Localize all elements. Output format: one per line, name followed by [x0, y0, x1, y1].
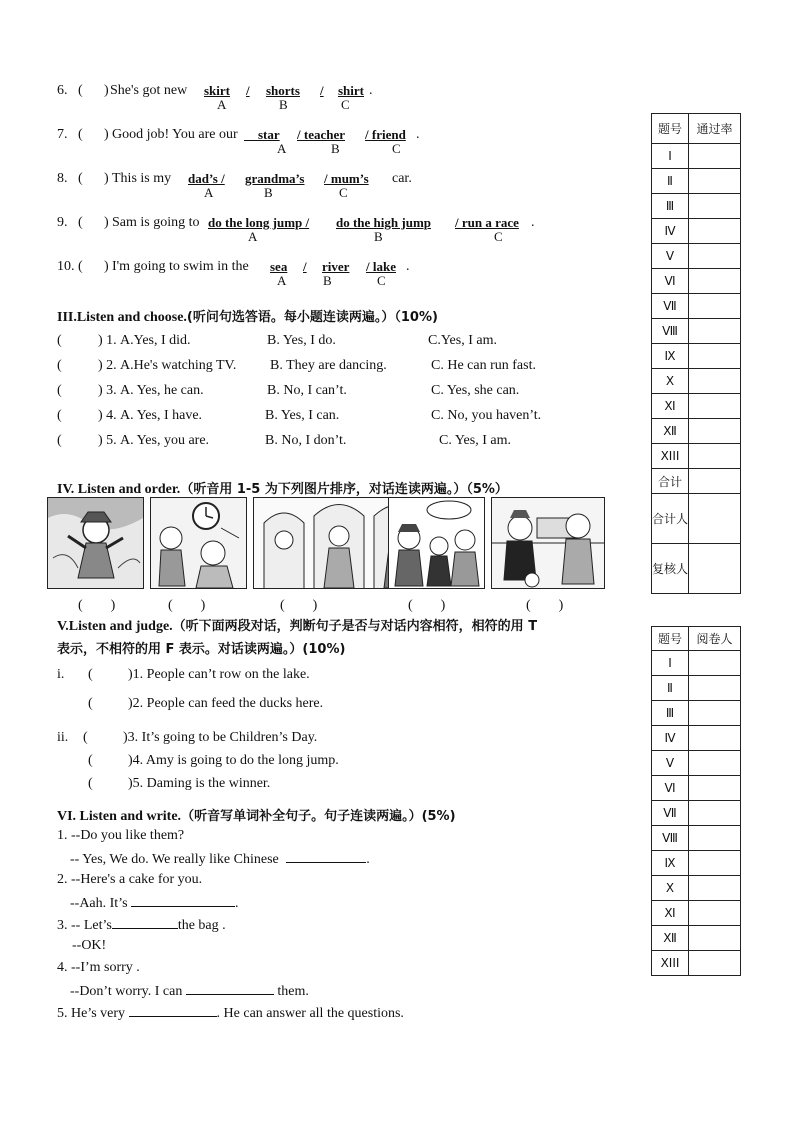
- section-title-en: IV. Listen and order.: [57, 482, 181, 497]
- option-letter: A: [277, 141, 287, 156]
- reader-cell[interactable]: [689, 651, 741, 676]
- write-end: . He can answer all the questions.: [216, 1006, 404, 1021]
- reader-cell[interactable]: [689, 801, 741, 826]
- section-title-cn: （听音写单词补全句子。句子连读两遍。）(5%): [181, 809, 456, 824]
- answer-paren-open[interactable]: (: [78, 215, 83, 230]
- option-word: shirt: [338, 83, 364, 98]
- row-label: Ⅱ: [652, 169, 689, 194]
- question-stem: She's got new: [110, 83, 188, 98]
- answer-blank[interactable]: [186, 982, 274, 995]
- option-a: A. Yes, you are.: [120, 433, 210, 448]
- option-separator: /: [320, 83, 324, 98]
- row-label: Ⅳ: [652, 219, 689, 244]
- question-number: 10.: [57, 259, 75, 274]
- picture-1: [47, 497, 144, 589]
- answer-blank[interactable]: [112, 916, 178, 929]
- write-end: the bag .: [177, 918, 226, 933]
- underline: [244, 140, 258, 141]
- order-answer-3[interactable]: ( ): [280, 598, 318, 613]
- score-cell[interactable]: [689, 244, 741, 269]
- option-word: dad’s /: [188, 171, 225, 186]
- row-label: Ⅵ: [652, 269, 689, 294]
- option-letter: B: [279, 97, 288, 112]
- score-cell[interactable]: [689, 319, 741, 344]
- row-label-total-person: 合计人: [652, 494, 689, 544]
- score-cell[interactable]: [689, 369, 741, 394]
- score-cell[interactable]: [689, 419, 741, 444]
- write-line-3b: --OK!: [72, 938, 107, 953]
- row-label: Ⅸ: [652, 344, 689, 369]
- write-line-1a: 1. --Do you like them?: [57, 828, 185, 843]
- children-talking-illustration: [389, 498, 484, 588]
- section-title-en: III.Listen and choose.: [57, 310, 187, 325]
- reader-cell[interactable]: [689, 901, 741, 926]
- row-label: Ⅰ: [652, 651, 689, 676]
- option-b: B. Yes, I do.: [267, 333, 336, 348]
- question-stem: I'm going to swim in the: [112, 259, 249, 274]
- section-title-en: V.Listen and judge.: [57, 619, 173, 634]
- option-b: B. No, I don’t.: [265, 433, 347, 448]
- clock-family-illustration: [151, 498, 246, 588]
- option-letter: B: [331, 141, 340, 156]
- row-label: Ⅲ: [652, 194, 689, 219]
- answer-paren-open[interactable]: (: [78, 171, 83, 186]
- row-label: Ⅻ: [652, 926, 689, 951]
- option-word: do the high jump: [336, 215, 431, 230]
- score-cell[interactable]: [689, 219, 741, 244]
- option-letter: A: [217, 97, 227, 112]
- answer-paren-close: ): [104, 215, 109, 230]
- header-reader: 阅卷人: [689, 627, 741, 651]
- option-separator: /: [303, 259, 307, 274]
- option-letter: C: [339, 185, 348, 200]
- row-label: Ⅹ: [652, 876, 689, 901]
- question-number: 6.: [57, 83, 68, 98]
- dialogue-label-i: i.: [57, 667, 65, 682]
- row-label: Ⅶ: [652, 294, 689, 319]
- judge-statement: )1. People can’t row on the lake.: [128, 667, 310, 682]
- write-line-4a: 4. --I’m sorry .: [57, 960, 140, 975]
- answer-paren-open[interactable]: (: [88, 667, 93, 682]
- header-pass-rate: 通过率: [689, 114, 741, 144]
- score-table: [651, 113, 741, 594]
- section-title-cn-line2: 表示，不相符的用 F 表示。对话读两遍。）(10%): [57, 642, 346, 657]
- answer-blank[interactable]: [129, 1004, 217, 1017]
- dialogue-label-ii: ii.: [57, 730, 69, 745]
- answer-paren-close: ): [104, 259, 109, 274]
- option-word: grandma’s: [245, 171, 305, 186]
- reader-cell[interactable]: [689, 926, 741, 951]
- row-label: Ⅶ: [652, 801, 689, 826]
- question-number: ) 4.: [98, 408, 117, 423]
- option-word: / run a race: [455, 215, 519, 230]
- section-title-5: [57, 615, 537, 635]
- option-separator: /: [246, 83, 250, 98]
- answer-paren-open[interactable]: (: [78, 83, 83, 98]
- option-letter: A: [204, 185, 214, 200]
- reader-cell[interactable]: [689, 701, 741, 726]
- score-cell[interactable]: [689, 169, 741, 194]
- reader-header-row: [652, 627, 741, 651]
- question-stem: Good job! You are our: [112, 127, 238, 142]
- answer-paren-open[interactable]: (: [57, 383, 62, 398]
- reader-cell[interactable]: [689, 726, 741, 751]
- question-number: ) 3.: [98, 383, 117, 398]
- reader-cell[interactable]: [689, 951, 741, 976]
- write-text: --Aah. It’s: [70, 896, 128, 911]
- boy-with-hat-illustration: [48, 498, 143, 588]
- option-c: C. He can run fast.: [431, 358, 536, 373]
- answer-paren-open[interactable]: (: [83, 730, 88, 745]
- header-item-number: 题号: [652, 627, 689, 651]
- judge-statement: )5. Daming is the winner.: [128, 776, 271, 791]
- row-label: Ⅵ: [652, 776, 689, 801]
- option-letter: B: [374, 229, 383, 244]
- answer-paren-open[interactable]: (: [57, 333, 62, 348]
- row-label: Ⅲ: [652, 701, 689, 726]
- reader-table: [651, 626, 741, 976]
- row-label-total: 合计: [652, 469, 689, 494]
- row-label: Ⅰ: [652, 144, 689, 169]
- answer-paren-close: ): [104, 127, 109, 142]
- row-label: Ⅱ: [652, 676, 689, 701]
- question-number: 9.: [57, 215, 68, 230]
- write-line-2b: [70, 894, 239, 912]
- option-letter: C: [494, 229, 503, 244]
- sentence-end: .: [416, 127, 420, 142]
- answer-paren-open[interactable]: (: [57, 408, 62, 423]
- sentence-end: .: [369, 83, 373, 98]
- score-cell[interactable]: [689, 194, 741, 219]
- judge-statement: )4. Amy is going to do the long jump.: [128, 753, 339, 768]
- answer-paren-open[interactable]: (: [57, 358, 62, 373]
- score-cell[interactable]: [689, 394, 741, 419]
- write-line-4b: [70, 982, 309, 1000]
- answer-paren-open[interactable]: (: [88, 696, 93, 711]
- sentence-end: .: [406, 259, 410, 274]
- option-c: C. No, you haven’t.: [431, 408, 542, 423]
- row-label: Ⅺ: [652, 394, 689, 419]
- option-letter: A: [248, 229, 258, 244]
- order-answer-5[interactable]: ( ): [526, 598, 564, 613]
- order-answer-4[interactable]: ( ): [408, 598, 446, 613]
- score-cell[interactable]: [689, 344, 741, 369]
- row-label: Ⅷ: [652, 319, 689, 344]
- answer-paren-open[interactable]: (: [78, 259, 83, 274]
- row-label-reviewer: 复核人: [652, 544, 689, 594]
- question-number: 8.: [57, 171, 68, 186]
- write-end: them.: [277, 984, 309, 999]
- judge-statement: )3. It’s going to be Children’s Day.: [123, 730, 318, 745]
- answer-paren-close: ): [104, 83, 109, 98]
- score-header-row: [652, 114, 741, 144]
- row-label: XIII: [652, 444, 689, 469]
- answer-paren-open[interactable]: (: [88, 776, 93, 791]
- answer-blank[interactable]: [131, 894, 235, 907]
- reader-cell[interactable]: [689, 826, 741, 851]
- picture-2: [150, 497, 247, 589]
- reader-cell[interactable]: [689, 751, 741, 776]
- section-title-cn: (听问句选答语。每小题连读两遍。）（10%): [186, 310, 438, 325]
- question-stem: Sam is going to: [112, 215, 200, 230]
- option-word: shorts: [266, 83, 300, 98]
- reader-cell[interactable]: [689, 876, 741, 901]
- write-line-2a: 2. --Here's a cake for you.: [57, 872, 203, 887]
- reader-cell[interactable]: [689, 851, 741, 876]
- option-word: skirt: [204, 83, 230, 98]
- judge-statement: )2. People can feed the ducks here.: [128, 696, 324, 711]
- section-title-4: [57, 478, 508, 498]
- header-item-number: 题号: [652, 114, 689, 144]
- answer-paren-open[interactable]: (: [78, 127, 83, 142]
- row-label: XIII: [652, 951, 689, 976]
- question-number: 7.: [57, 127, 68, 142]
- option-c: C. Yes, I am.: [439, 433, 511, 448]
- write-end: .: [366, 852, 370, 867]
- option-letter: C: [341, 97, 350, 112]
- section-title-cn: （听音用 1-5 为下列图片排序，对话连读两遍。）（5%）: [180, 482, 508, 497]
- option-a: A.He's watching TV.: [120, 358, 237, 373]
- option-word: / mum’s: [324, 171, 369, 186]
- option-c: C.Yes, I am.: [428, 333, 497, 348]
- option-letter: C: [377, 273, 386, 288]
- option-a: A. Yes, I have.: [120, 408, 203, 423]
- question-number: ) 5.: [98, 433, 117, 448]
- answer-paren-open[interactable]: (: [57, 433, 62, 448]
- score-cell[interactable]: [689, 269, 741, 294]
- option-b: B. No, I can’t.: [267, 383, 347, 398]
- write-line-1b: [70, 850, 370, 868]
- option-letter: C: [392, 141, 401, 156]
- order-answer-1[interactable]: ( ): [78, 598, 116, 613]
- reader-cell[interactable]: [689, 676, 741, 701]
- option-word: / friend: [365, 127, 406, 142]
- write-end: .: [235, 896, 239, 911]
- picture-5: [491, 497, 605, 589]
- picture-4: [388, 497, 485, 589]
- reader-cell[interactable]: [689, 776, 741, 801]
- score-cell[interactable]: [689, 544, 741, 594]
- write-line-3a: [57, 916, 226, 934]
- section-title-en: VI. Listen and write.: [57, 809, 182, 824]
- score-cell[interactable]: [689, 469, 741, 494]
- option-c: C. Yes, she can.: [431, 383, 520, 398]
- order-answer-2[interactable]: ( ): [168, 598, 206, 613]
- option-word: star: [258, 127, 280, 142]
- option-word: / teacher: [297, 127, 346, 142]
- answer-paren-open[interactable]: (: [88, 753, 93, 768]
- score-cell[interactable]: [689, 444, 741, 469]
- row-label: Ⅴ: [652, 751, 689, 776]
- option-b: B. Yes, I can.: [265, 408, 340, 423]
- section-title-3: [57, 306, 438, 326]
- question-number: ) 1.: [98, 333, 117, 348]
- row-label: Ⅷ: [652, 826, 689, 851]
- write-line-5: [57, 1004, 404, 1022]
- question-stem: This is my: [112, 171, 172, 186]
- option-a: A.Yes, I did.: [120, 333, 191, 348]
- sentence-end: .: [531, 215, 535, 230]
- row-label: Ⅺ: [652, 901, 689, 926]
- row-label: Ⅴ: [652, 244, 689, 269]
- option-word: river: [322, 259, 350, 274]
- row-label: Ⅻ: [652, 419, 689, 444]
- row-label: Ⅹ: [652, 369, 689, 394]
- answer-paren-close: ): [104, 171, 109, 186]
- write-text: 3. -- Let’s: [57, 918, 112, 933]
- option-letter: B: [264, 185, 273, 200]
- write-text: -- Yes, We do. We really like Chinese: [70, 852, 279, 867]
- score-cell[interactable]: [689, 494, 741, 544]
- boys-with-ball-illustration: [492, 498, 604, 588]
- row-label: Ⅸ: [652, 851, 689, 876]
- option-a: A. Yes, he can.: [120, 383, 204, 398]
- section-title-6: [57, 805, 456, 825]
- option-word: do the long jump /: [208, 215, 310, 230]
- score-cell[interactable]: [689, 144, 741, 169]
- section-title-cn: （听下面两段对话，判断句子是否与对话内容相符，相符的用 T: [172, 619, 538, 634]
- option-b: B. They are dancing.: [270, 358, 387, 373]
- score-cell[interactable]: [689, 294, 741, 319]
- option-letter: A: [277, 273, 287, 288]
- question-number: ) 2.: [98, 358, 117, 373]
- row-label: Ⅳ: [652, 726, 689, 751]
- option-letter: B: [323, 273, 332, 288]
- write-text: 5. He’s very: [57, 1006, 126, 1021]
- write-text: --Don’t worry. I can: [70, 984, 183, 999]
- sentence-end: car.: [392, 171, 412, 186]
- option-word: sea: [270, 259, 288, 274]
- option-word: / lake: [366, 259, 396, 274]
- answer-blank[interactable]: [286, 850, 366, 863]
